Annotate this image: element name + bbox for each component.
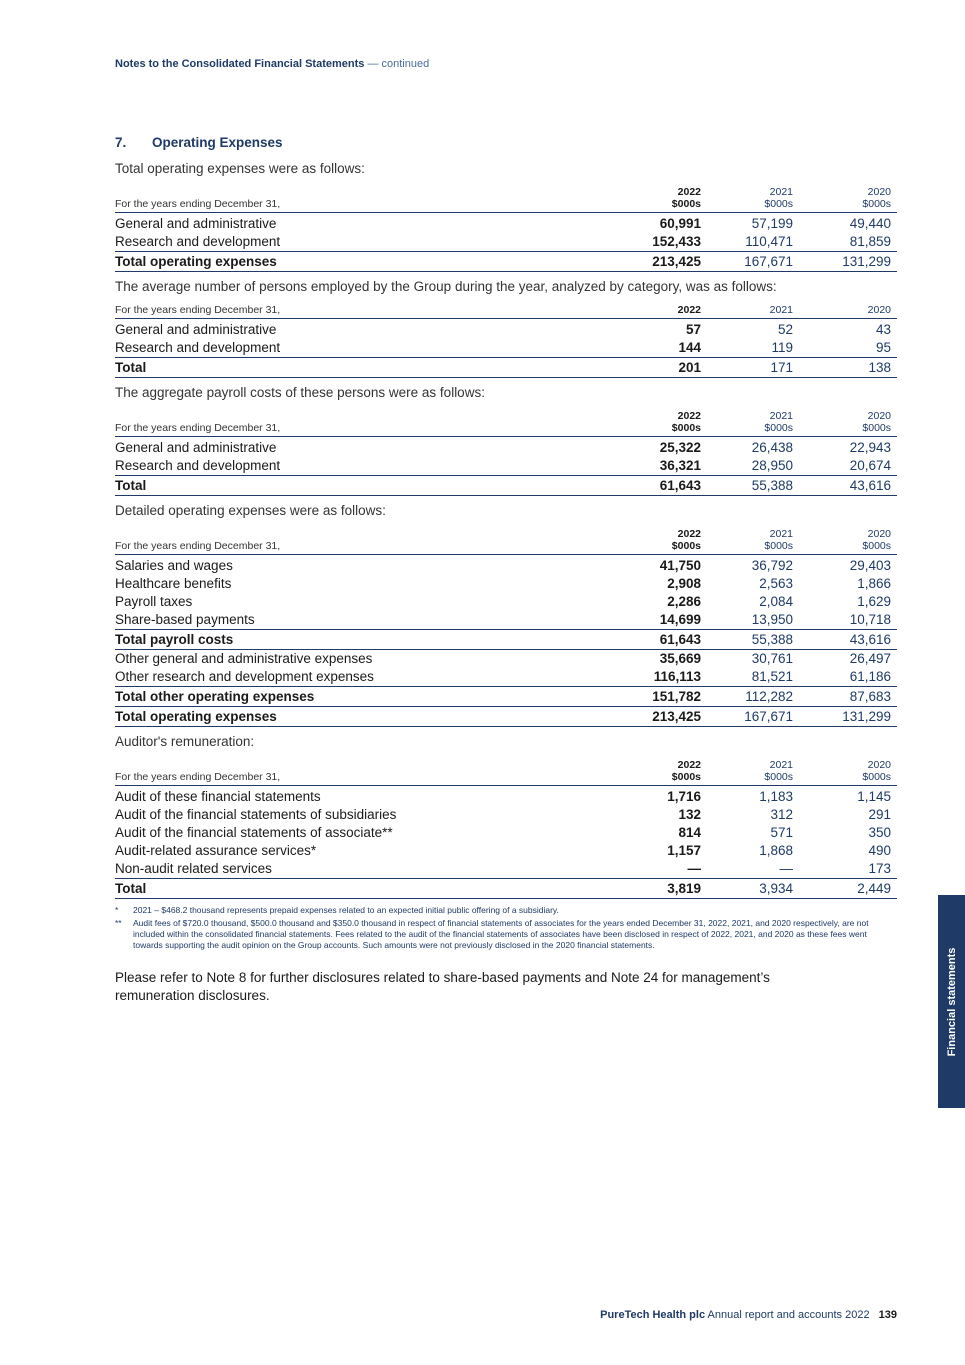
header-year-label: 2022 <box>677 528 701 540</box>
row-label: Total <box>115 358 615 378</box>
expense-table <box>115 410 897 496</box>
table-intro: Auditor's remuneration: <box>115 734 255 749</box>
header-unit: $000s <box>862 540 891 552</box>
row-value: 26,497 <box>849 651 891 666</box>
header-year-label: 2020 <box>867 186 891 198</box>
header-year <box>799 410 897 437</box>
row-value: 814 <box>678 825 701 840</box>
page-footer <box>600 1309 897 1321</box>
footnote-text: Audit fees of $720.0 thousand, $500.0 thousand and $350.0 thousand in respect of financial statements of associates for the years ended December 31, 2022, 2021, and 2020 respectively, are not included within the consolidated financial statements. Fees related to the audit of the financial statements of associates have been disclosed in respect of 2022, 2021, and 2020 as these fees went towards supporting the audit opinion on the Group accounts. Such amounts were not previously disclosed in the 2020 financial statements. <box>133 918 869 950</box>
table-total-row <box>115 879 897 899</box>
row-value: 3,819 <box>615 879 707 899</box>
row-value: 490 <box>868 843 891 858</box>
table-header-row <box>115 304 897 319</box>
header-unit: $000s <box>671 771 701 783</box>
header-unit: $000s <box>764 771 793 783</box>
row-label: Research and development <box>115 458 281 473</box>
row-value: 22,943 <box>849 440 891 455</box>
row-value: 36,792 <box>751 558 793 573</box>
row-value: 61,643 <box>615 630 707 650</box>
header-year-label: 2021 <box>769 759 793 771</box>
table-total-row <box>115 358 897 378</box>
row-value: 26,438 <box>751 440 793 455</box>
row-value: 81,521 <box>751 669 793 684</box>
row-label: Audit-related assurance services* <box>115 843 317 858</box>
row-value: 291 <box>868 807 891 822</box>
row-value: 312 <box>770 807 793 822</box>
row-value: 10,718 <box>849 612 891 627</box>
table-row <box>115 806 897 824</box>
table-row <box>115 860 897 879</box>
row-label: Total payroll costs <box>115 630 615 650</box>
header-label: For the years ending December 31, <box>115 759 615 786</box>
table-row <box>115 213 897 234</box>
table-row <box>115 611 897 630</box>
footnote-mark: * <box>115 905 119 915</box>
table-row <box>115 233 897 252</box>
header-year <box>799 528 897 555</box>
row-value: 201 <box>615 358 707 378</box>
footnote-text: 2021 – $468.2 thousand represents prepaid expenses related to an expected initial public offering of a subsidiary. <box>133 905 559 915</box>
row-label: Total other operating expenses <box>115 687 615 707</box>
running-header <box>115 58 429 70</box>
row-value: 36,321 <box>659 458 701 473</box>
table-intro: The aggregate payroll costs of these persons were as follows: <box>115 385 485 400</box>
header-year-label: 2020 <box>867 528 891 540</box>
row-value: 2,908 <box>667 576 701 591</box>
footnotes <box>115 905 897 951</box>
table-row <box>115 339 897 358</box>
table-row <box>115 842 897 860</box>
table-row <box>115 786 897 807</box>
header-unit: $000s <box>764 198 793 210</box>
table-intro: Total operating expenses were as follows: <box>115 161 365 176</box>
header-unit: $000s <box>862 771 891 783</box>
row-value: 1,183 <box>759 789 793 804</box>
row-value: 152,433 <box>652 234 701 249</box>
header-year-label: 2021 <box>769 410 793 422</box>
table-total-row <box>115 687 897 707</box>
row-label: Salaries and wages <box>115 558 233 573</box>
row-label: Audit of the financial statements of subsidiaries <box>115 807 397 822</box>
row-value: 112,282 <box>707 687 799 707</box>
note-content <box>115 135 897 1005</box>
row-value: 28,950 <box>751 458 793 473</box>
header-unit: $000s <box>862 422 891 434</box>
row-value: 1,629 <box>857 594 891 609</box>
footnote <box>115 905 897 916</box>
row-label: Audit of these financial statements <box>115 789 321 804</box>
row-value: 1,716 <box>667 789 701 804</box>
row-label: General and administrative <box>115 440 277 455</box>
row-label: Audit of the financial statements of associate** <box>115 825 393 840</box>
footnote-mark: ** <box>115 918 122 928</box>
running-header-title: Notes to the Consolidated Financial Statements <box>115 58 365 70</box>
row-value: 2,563 <box>759 576 793 591</box>
header-year <box>615 304 707 319</box>
table-total-row <box>115 707 897 727</box>
row-value: 1,157 <box>667 843 701 858</box>
header-year-label: 2021 <box>769 528 793 540</box>
row-value: — <box>687 861 701 876</box>
table-total-row <box>115 476 897 496</box>
section-heading <box>115 135 897 150</box>
row-value: 43,616 <box>799 630 897 650</box>
row-label: Share-based payments <box>115 612 255 627</box>
row-value: 2,084 <box>759 594 793 609</box>
row-value: 20,674 <box>849 458 891 473</box>
header-unit: $000s <box>862 198 891 210</box>
row-value: 49,440 <box>849 216 891 231</box>
footer-report: Annual report and accounts 2022 <box>707 1309 870 1321</box>
header-year <box>707 186 799 213</box>
header-year-label: 2022 <box>677 304 701 316</box>
footer-company: PureTech Health plc <box>600 1309 706 1321</box>
side-tab-label: Financial statements <box>945 947 958 1056</box>
row-value: 132 <box>678 807 701 822</box>
row-value: 171 <box>707 358 799 378</box>
row-value: 29,403 <box>849 558 891 573</box>
header-year <box>799 186 897 213</box>
expense-table <box>115 528 897 727</box>
row-label: Payroll taxes <box>115 594 193 609</box>
table-row <box>115 319 897 340</box>
row-value: 3,934 <box>707 879 799 899</box>
closing-paragraph: Please refer to Note 8 for further disclosures related to share-based payments and Note 24 for management’s remuneration disclosures. <box>115 970 770 1003</box>
table-row <box>115 457 897 476</box>
header-label: For the years ending December 31, <box>115 186 615 213</box>
table-row <box>115 668 897 687</box>
table-total-row <box>115 252 897 272</box>
header-year-label: 2022 <box>677 410 701 422</box>
row-label: General and administrative <box>115 322 277 337</box>
table-row <box>115 824 897 842</box>
header-year-label: 2020 <box>867 304 891 316</box>
row-value: 213,425 <box>615 252 707 272</box>
footnote <box>115 918 897 951</box>
section-title: Operating Expenses <box>152 135 283 150</box>
row-value: 35,669 <box>659 651 701 666</box>
row-label: Total <box>115 476 615 496</box>
row-value: 41,750 <box>659 558 701 573</box>
row-value: 571 <box>770 825 793 840</box>
table-intro: The average number of persons employed by the Group during the year, analyzed by category, was as follows: <box>115 279 777 294</box>
row-label: Other general and administrative expenses <box>115 651 373 666</box>
row-value: 167,671 <box>707 252 799 272</box>
header-year-label: 2022 <box>677 186 701 198</box>
header-year-label: 2022 <box>677 759 701 771</box>
header-year <box>707 759 799 786</box>
header-label: For the years ending December 31, <box>115 528 615 555</box>
header-unit: $000s <box>764 422 793 434</box>
row-value: 61,186 <box>849 669 891 684</box>
header-year <box>799 759 897 786</box>
row-label: Research and development <box>115 340 281 355</box>
row-value: 2,449 <box>799 879 897 899</box>
table-header-row <box>115 186 897 213</box>
header-year <box>707 410 799 437</box>
row-value: 144 <box>678 340 701 355</box>
header-year-label: 2020 <box>867 759 891 771</box>
header-unit: $000s <box>764 540 793 552</box>
row-label: Total operating expenses <box>115 252 615 272</box>
row-value: 151,782 <box>615 687 707 707</box>
row-value: 13,950 <box>751 612 793 627</box>
section-side-tab[interactable] <box>938 895 965 1108</box>
row-value: 1,866 <box>857 576 891 591</box>
row-value: 43,616 <box>799 476 897 496</box>
expense-table <box>115 186 897 272</box>
table-row <box>115 555 897 576</box>
header-unit: $000s <box>671 422 701 434</box>
row-value: 25,322 <box>659 440 701 455</box>
table-header-row <box>115 759 897 786</box>
header-year <box>707 304 799 319</box>
row-value: 55,388 <box>707 476 799 496</box>
table-row <box>115 437 897 458</box>
row-value: 110,471 <box>745 234 793 249</box>
table-intro: Detailed operating expenses were as follows: <box>115 503 386 518</box>
row-value: 2,286 <box>667 594 701 609</box>
header-year <box>615 410 707 437</box>
row-value: 119 <box>771 340 793 355</box>
row-value: 43 <box>875 322 891 337</box>
row-value: 173 <box>868 861 891 876</box>
expense-table <box>115 759 897 899</box>
row-value: 1,868 <box>759 843 793 858</box>
header-year-label: 2021 <box>769 186 793 198</box>
row-value: 55,388 <box>707 630 799 650</box>
table-row <box>115 575 897 593</box>
row-value: — <box>779 861 793 876</box>
row-value: 116,113 <box>653 669 701 684</box>
row-label: Healthcare benefits <box>115 576 232 591</box>
row-value: 1,145 <box>857 789 891 804</box>
table-row <box>115 650 897 669</box>
row-value: 57 <box>685 322 701 337</box>
row-label: Non-audit related services <box>115 861 272 876</box>
row-label: Total <box>115 879 615 899</box>
row-value: 87,683 <box>799 687 897 707</box>
header-year <box>707 528 799 555</box>
section-number: 7. <box>115 135 127 150</box>
row-value: 350 <box>868 825 891 840</box>
header-year <box>799 304 897 319</box>
header-year <box>615 186 707 213</box>
header-year-label: 2021 <box>769 304 793 316</box>
expense-table <box>115 304 897 378</box>
running-header-continued: — continued <box>367 58 430 70</box>
header-year <box>615 528 707 555</box>
row-label: Other research and development expenses <box>115 669 374 684</box>
row-value: 81,859 <box>849 234 891 249</box>
page-number: 139 <box>878 1309 897 1321</box>
row-value: 213,425 <box>615 707 707 727</box>
row-value: 61,643 <box>615 476 707 496</box>
row-label: Research and development <box>115 234 281 249</box>
row-value: 95 <box>875 340 891 355</box>
row-value: 30,761 <box>751 651 793 666</box>
table-header-row <box>115 528 897 555</box>
header-label: For the years ending December 31, <box>115 304 615 319</box>
header-year-label: 2020 <box>867 410 891 422</box>
row-value: 60,991 <box>659 216 701 231</box>
table-header-row <box>115 410 897 437</box>
row-value: 57,199 <box>751 216 793 231</box>
row-value: 14,699 <box>659 612 701 627</box>
header-year <box>615 759 707 786</box>
row-label: General and administrative <box>115 216 277 231</box>
row-value: 131,299 <box>799 252 897 272</box>
header-unit: $000s <box>671 540 701 552</box>
row-value: 52 <box>777 322 793 337</box>
table-total-row <box>115 630 897 650</box>
row-value: 167,671 <box>707 707 799 727</box>
header-label: For the years ending December 31, <box>115 410 615 437</box>
table-row <box>115 593 897 611</box>
row-value: 138 <box>799 358 897 378</box>
header-unit: $000s <box>671 198 701 210</box>
row-label: Total operating expenses <box>115 707 615 727</box>
tables-container <box>115 160 897 899</box>
row-value: 131,299 <box>799 707 897 727</box>
